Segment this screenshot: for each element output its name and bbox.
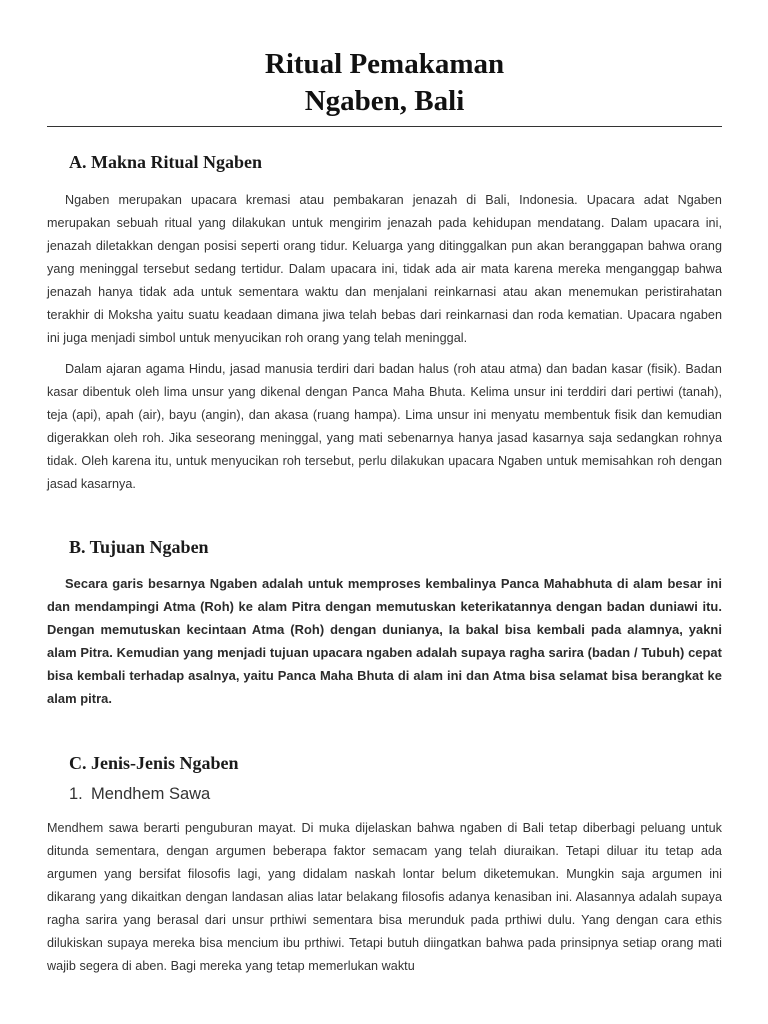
subsection-title: Mendhem Sawa	[91, 785, 211, 803]
section-b-paragraph-1: Secara garis besarnya Ngaben adalah untuk memproses kembalinya Panca Mahabhuta di alam besar ini dan mendampingi Atma (Roh) ke alam Pitra dengan memutuskan keterikatannya dengan badan duniawi itu. Dengan memutuskan kecintaan Atma (Roh) dengan dunianya, Ia bakal bisa kembali pada alamnya, yakni alam Pitra. Kemudian yang menjadi tujuan upacara ngaben adalah supaya ragha sarira (badan / Tubuh) cepat bisa kembali terhadap asalnya, yaitu Panca Maha Bhuta di alam ini dan Atma bisa selamat bisa berangkat ke alam pitra.	[47, 576, 722, 706]
section-c-heading: C. Jenis-Jenis Ngaben	[69, 753, 239, 773]
subsection-mendhem-sawa-heading	[47, 783, 722, 805]
section-a-heading: A. Makna Ritual Ngaben	[69, 152, 263, 172]
document-title	[47, 0, 722, 120]
section-b-heading: B. Tujuan Ngaben	[69, 537, 209, 557]
title-divider	[47, 126, 722, 127]
title-line-2: Ngaben, Bali	[304, 85, 465, 117]
title-line-1: Ritual Pemakaman	[264, 48, 505, 80]
section-a-paragraph-2: Dalam ajaran agama Hindu, jasad manusia terdiri dari badan halus (roh atau atma) dan badan kasar (fisik). Badan kasar dibentuk oleh lima unsur yang dikenal dengan Panca Maha Bhuta. Kelima unsur ini terddiri dari pertiwi (tanah), teja (api), apah (air), bayu (angin), dan akasa (ruang hampa). Lima unsur ini menyatu membentuk fisik dan kemudian digerakkan oleh roh. Jika seseorang meninggal, yang mati sebenarnya hanya jasad kasarnya saja sedangkan rohnya tidak. Oleh karena itu, untuk menyucikan roh tersebut, perlu dilakukan upacara Ngaben untuk memisahkan roh dengan jasad kasarnya.	[47, 362, 722, 491]
subsection-number: 1.	[69, 785, 83, 803]
section-c-paragraph-1: Mendhem sawa berarti penguburan mayat. Di muka dijelaskan bahwa ngaben di Bali tetap diberbagi peluang untuk ditunda sementara, dengan argumen beberapa faktor semacam yang telah diuraikan. Tetapi diluar itu tetap ada argumen yang bersifat filosofis lagi, yang didalam naskah lontar belum diketemukan. Mungkin saja argumen ini dikarang yang dikaitkan dengan landasan alias latar belakang filosofis adanya kenasiban ini. Alasannya adalah supaya ragha sarira yang berasal dari unsur prthiwi sementara bisa merunduk pada prthiwi dulu. Yang dengan cara ethis dilukiskan supaya mereka bisa mencium ibu prthiwi. Tetapi butuh diingatkan bahwa pada prinsipnya setiap orang mati wajib segera di aben. Bagi mereka yang tetap memerlukan waktu	[47, 821, 722, 973]
section-a-paragraph-1: Ngaben merupakan upacara kremasi atau pembakaran jenazah di Bali, Indonesia. Upacara adat Ngaben merupakan sebuah ritual yang dilakukan untuk mengirim jenazah pada kehidupan mendatang. Dalam upacara ini, jenazah diletakkan dengan posisi seperti orang tidur. Keluarga yang ditinggalkan pun akan beranggapan bahwa orang yang meninggal tersebut sedang tertidur. Dalam upacara ini, tidak ada air mata karena mereka menganggap bahwa jenazah hanya tidak ada untuk sementara waktu dan menjalani reinkarnasi atau akan menemukan peristirahatan terakhir di Moksha yaitu suatu keadaan dimana jiwa telah bebas dari reinkarnasi dan roda kematian. Upacara ngaben ini juga menjadi simbol untuk menyucikan roh orang yang telah meninggal.	[47, 193, 722, 345]
